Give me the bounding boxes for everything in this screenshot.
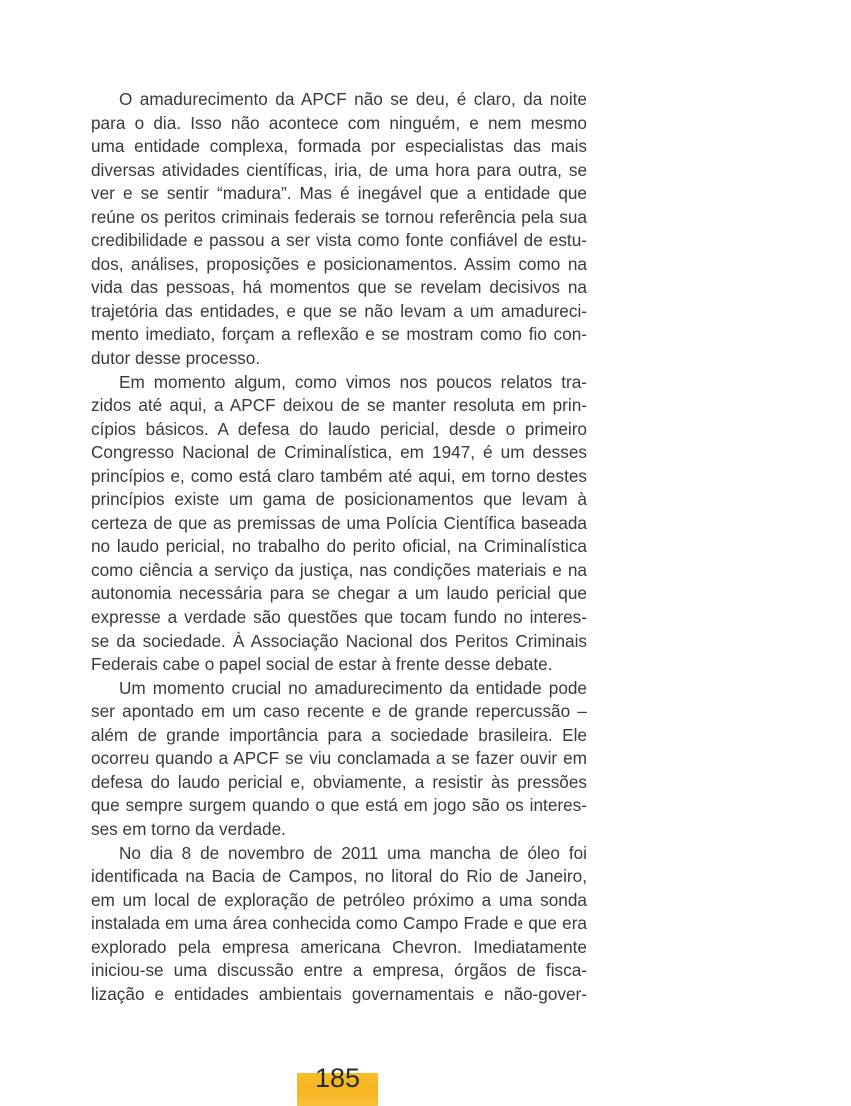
paragraph-2 bbox=[91, 371, 587, 677]
text-line: credibilidade e passou a ser vista como fonte confiável de estu- bbox=[91, 230, 587, 251]
page-number-tab bbox=[297, 1063, 378, 1106]
text-line: mento imediato, forçam a reflexão e se mostram como fio con- bbox=[91, 324, 587, 345]
paragraph-3 bbox=[91, 677, 587, 842]
text-line: iniciou-se uma discussão entre a empresa, órgãos de fisca- bbox=[91, 960, 587, 981]
text-line: uma entidade complexa, formada por especialistas das mais bbox=[91, 136, 587, 157]
page-number: 185 bbox=[314, 1063, 361, 1093]
text-line: cípios básicos. A defesa do laudo pericial, desde o primeiro bbox=[91, 418, 587, 439]
text-line: Em momento algum, como vimos nos poucos relatos tra- bbox=[119, 371, 587, 392]
text-line: ver e se sentir “madura”. Mas é inegável que a entidade que bbox=[91, 183, 587, 204]
text-line: Federais cabe o papel social de estar à frente desse debate. bbox=[91, 654, 553, 675]
text-line: certeza de que as premissas de uma Polícia Científica baseada bbox=[91, 512, 587, 533]
text-line: princípios e, como está claro também até aqui, em torno destes bbox=[91, 465, 587, 486]
text-line: ses em torno da verdade. bbox=[91, 818, 286, 839]
text-line: autonomia necessária para se chegar a um laudo pericial que bbox=[91, 583, 587, 604]
text-line: diversas atividades científicas, iria, de uma hora para outra, se bbox=[91, 159, 587, 180]
text-line: expresse a verdade são questões que tocam fundo no interes- bbox=[91, 607, 587, 628]
text-line: princípios existe um gama de posicionamentos que levam à bbox=[91, 489, 587, 510]
text-line: explorado pela empresa americana Chevron. Imediatamente bbox=[91, 936, 587, 957]
text-line: identificada na Bacia de Campos, no litoral do Rio de Janeiro, bbox=[91, 866, 587, 887]
text-line: No dia 8 de novembro de 2011 uma mancha de óleo foi bbox=[119, 842, 587, 863]
text-line: defesa do laudo pericial e, obviamente, a resistir às pressões bbox=[91, 771, 587, 792]
text-line: Congresso Nacional de Criminalística, em 1947, é um desses bbox=[91, 442, 587, 463]
text-line: em um local de exploração de petróleo próximo a uma sonda bbox=[91, 889, 587, 910]
text-line: se da sociedade. À Associação Nacional dos Peritos Criminais bbox=[91, 630, 587, 651]
text-line: dos, análises, proposições e posicionamentos. Assim como na bbox=[91, 253, 587, 274]
text-line: O amadurecimento da APCF não se deu, é claro, da noite bbox=[119, 89, 587, 109]
text-line: no laudo pericial, no trabalho do perito oficial, na Criminalística bbox=[91, 536, 587, 557]
text-line: vida das pessoas, há momentos que se revelam decisivos na bbox=[91, 277, 587, 298]
text-line: reúne os peritos criminais federais se tornou referência pela sua bbox=[91, 206, 587, 227]
paragraph-4 bbox=[91, 842, 587, 1007]
text-line: que sempre surgem quando o que está em jogo são os interes- bbox=[91, 795, 587, 816]
text-line: zidos até aqui, a APCF deixou de se manter resoluta em prin- bbox=[91, 395, 587, 416]
text-line: lização e entidades ambientais governamentais e não-gover- bbox=[91, 983, 587, 1004]
text-line: Um momento crucial no amadurecimento da entidade pode bbox=[119, 677, 587, 698]
text-line: como ciência a serviço da justiça, nas condições materiais e na bbox=[91, 559, 587, 580]
text-line: ser apontado em um caso recente e de grande repercussão – bbox=[91, 701, 587, 722]
text-line: dutor desse processo. bbox=[91, 348, 261, 369]
text-line: além de grande importância para a sociedade brasileira. Ele bbox=[91, 724, 587, 745]
text-line: trajetória das entidades, e que se não levam a um amadureci- bbox=[91, 300, 587, 321]
text-line: ocorreu quando a APCF se viu conclamada a se fazer ouvir em bbox=[91, 748, 587, 769]
text-line: para o dia. Isso não acontece com ninguém, e nem mesmo bbox=[91, 112, 587, 133]
paragraph-1 bbox=[91, 88, 587, 371]
body-text bbox=[91, 88, 587, 1006]
text-line: instalada em uma área conhecida como Campo Frade e que era bbox=[91, 913, 587, 934]
